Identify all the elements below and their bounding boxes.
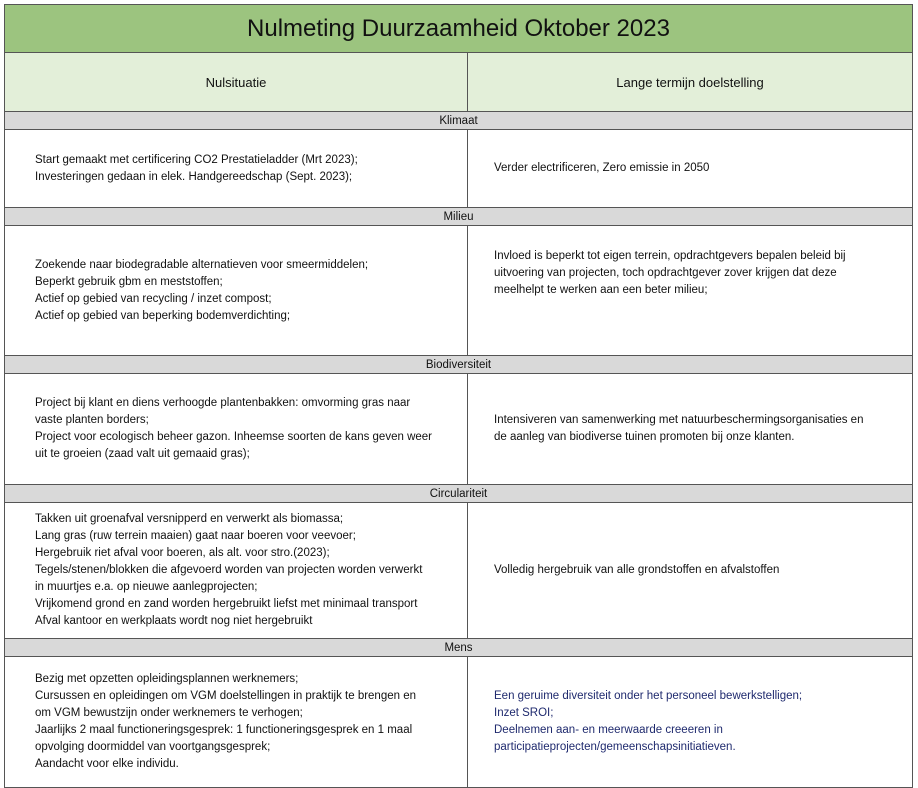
text-line: Vrijkomend grond en zand worden hergebruikt liefst met minimaal transport xyxy=(35,598,418,610)
sustainability-table xyxy=(4,4,913,788)
doelstelling-cell xyxy=(468,130,913,208)
nulsituatie-cell xyxy=(5,374,468,485)
text-line: Verder electrificeren, Zero emissie in 2050 xyxy=(494,162,710,174)
text-line: Zoekende naar biodegradable alternatieven voor smeermiddelen; xyxy=(35,258,369,271)
column-header-doelstelling: Lange termijn doelstelling xyxy=(468,53,913,112)
text-line: Jaarlijks 2 maal functioneringsgesprek: 1 functioneringsgesprek en 1 maal xyxy=(35,724,413,736)
sustainability-sheet xyxy=(4,4,912,788)
text-line: om VGM bewustzijn onder werknemers te verhogen; xyxy=(35,707,303,719)
text-line: Cursussen en opleidingen om VGM doelstellingen in praktijk te brengen en xyxy=(35,690,417,702)
text-line: Actief op gebied van beperking bodemverdichting; xyxy=(35,309,291,322)
section-header-milieu: Milieu xyxy=(5,208,913,226)
text-line: Aandacht voor elke individu. xyxy=(35,758,179,770)
doelstelling-cell xyxy=(468,657,913,788)
section-header-klimaat: Klimaat xyxy=(5,112,913,130)
text-line: Invloed is beperkt tot eigen terrein, opdrachtgevers bepalen beleid bij xyxy=(494,250,846,262)
nulsituatie-cell xyxy=(5,130,468,208)
text-line: in muurtjes e.a. op nieuwe aanlegprojecten; xyxy=(35,581,258,593)
text-line: uit te groeien (zaad valt uit gemaaid gras); xyxy=(35,448,250,460)
section-header-biodiversiteit: Biodiversiteit xyxy=(5,356,913,374)
table-row xyxy=(5,130,913,208)
text-line: Project voor ecologisch beheer gazon. Inheemse soorten de kans geven weer xyxy=(35,431,432,443)
text-line: uitvoering van projecten, toch opdrachtgever zover krijgen dat deze xyxy=(494,267,837,279)
table-row xyxy=(5,657,913,788)
text-line: Project bij klant en diens verhoogde plantenbakken: omvorming gras naar xyxy=(35,397,411,409)
text-line: Hergebruik riet afval voor boeren, als alt. voor stro.(2023); xyxy=(35,547,330,559)
table-row xyxy=(5,503,913,639)
text-line: Een geruime diversiteit onder het personeel bewerkstelligen; xyxy=(494,690,803,702)
text-line: de aanleg van biodiverse tuinen promoten bij onze klanten. xyxy=(494,431,795,443)
nulsituatie-cell xyxy=(5,657,468,788)
text-line: Investeringen gedaan in elek. Handgereedschap (Sept. 2023); xyxy=(35,170,353,183)
text-line: Tegels/stenen/blokken die afgevoerd worden van projecten worden verwerkt xyxy=(35,564,423,576)
text-line: Afval kantoor en werkplaats wordt nog niet hergebruikt xyxy=(35,615,313,627)
text-line: Lang gras (ruw terrein maaien) gaat naar boeren voor veevoer; xyxy=(35,530,356,542)
table-row xyxy=(5,226,913,356)
text-line: Start gemaakt met certificering CO2 Prestatieladder (Mrt 2023); xyxy=(35,153,358,166)
doelstelling-cell xyxy=(468,226,913,356)
text-line: Deelnemen aan- en meerwaarde creeeren in xyxy=(494,724,723,736)
column-header-nulsituatie: Nulsituatie xyxy=(5,53,468,112)
section-header-mens: Mens xyxy=(5,639,913,657)
nulsituatie-cell xyxy=(5,226,468,356)
nulsituatie-cell xyxy=(5,503,468,639)
table-row xyxy=(5,374,913,485)
text-line: Takken uit groenafval versnipperd en verwerkt als biomassa; xyxy=(35,513,344,525)
text-line: opvolging doormiddel van voortgangsgesprek; xyxy=(35,741,271,753)
text-line: Bezig met opzetten opleidingsplannen werknemers; xyxy=(35,673,299,685)
doelstelling-cell xyxy=(468,503,913,639)
text-line: Inzet SROI; xyxy=(494,707,554,719)
text-line: meelhelpt te werken aan een beter milieu; xyxy=(494,284,708,296)
text-line: Actief op gebied van recycling / inzet compost; xyxy=(35,292,272,305)
text-line: Beperkt gebruik gbm en meststoffen; xyxy=(35,275,223,288)
section-header-circulariteit: Circulariteit xyxy=(5,485,913,503)
text-line: participatieprojecten/gemeenschapsinitiatieven. xyxy=(494,741,736,753)
doelstelling-cell xyxy=(468,374,913,485)
text-line: Volledig hergebruik van alle grondstoffen en afvalstoffen xyxy=(494,564,780,576)
text-line: Intensiveren van samenwerking met natuurbeschermingsorganisaties en xyxy=(494,414,864,426)
sheet-title: Nulmeting Duurzaamheid Oktober 2023 xyxy=(5,5,913,53)
text-line: vaste planten borders; xyxy=(35,414,149,426)
